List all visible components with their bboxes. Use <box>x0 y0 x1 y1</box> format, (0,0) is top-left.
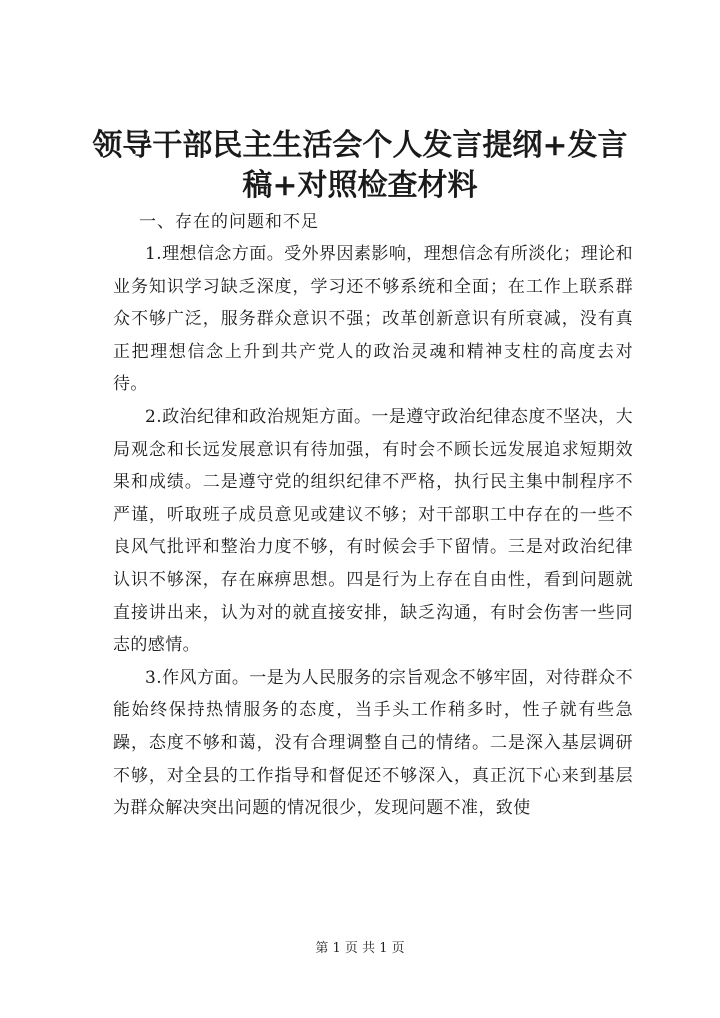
paragraph-political-discipline: 2.政治纪律和政治规矩方面。一是遵守政治纪律态度不坚决，大局观念和长远发展意识有待加强，有时会不顾长远发展追求短期效果和成绩。二是遵守党的组织纪律不严格，执行民主集中制程序不严谨，听取班子成员意见或建议不够；对干部职工中存在的一些不良风气批评和整治力度不够，有时候会手下留情。三是对政治纪律认识不够深，存在麻痹思想。四是行为上存在自由性，看到问题就直接讲出来，认为对的就直接安排，缺乏沟通，有时会伤害一些同志的感情。 <box>113 406 633 656</box>
paragraph-work-style: 3.作风方面。一是为人民服务的宗旨观念不够牢固，对待群众不能始终保持热情服务的态度，当手头工作稍多时，性子就有些急躁，态度不够和蔼，没有合理调整自己的情绪。二是深入基层调研不够，对全县的工作指导和督促还不够深入，真正沉下心来到基层为群众解决突出问题的情况很少，发现问题不准，致使 <box>113 667 633 819</box>
page-footer: 第 1 页 共 1 页 <box>315 941 405 956</box>
section-heading: 一、存在的问题和不足 <box>139 212 319 232</box>
document-body <box>113 206 633 825</box>
paragraph-ideals: 1.理想信念方面。受外界因素影响，理想信念有所淡化；理论和业务知识学习缺乏深度，学习还不够系统和全面；在工作上联系群众不够广泛，服务群众意识不强；改革创新意识有所衰减，没有真正把理想信念上升到共产党人的政治灵魂和精神支柱的高度去对待。 <box>113 244 633 395</box>
document-title: 领导干部民主生活会个人发言提纲+发言稿+对照检查材料 <box>92 128 628 203</box>
